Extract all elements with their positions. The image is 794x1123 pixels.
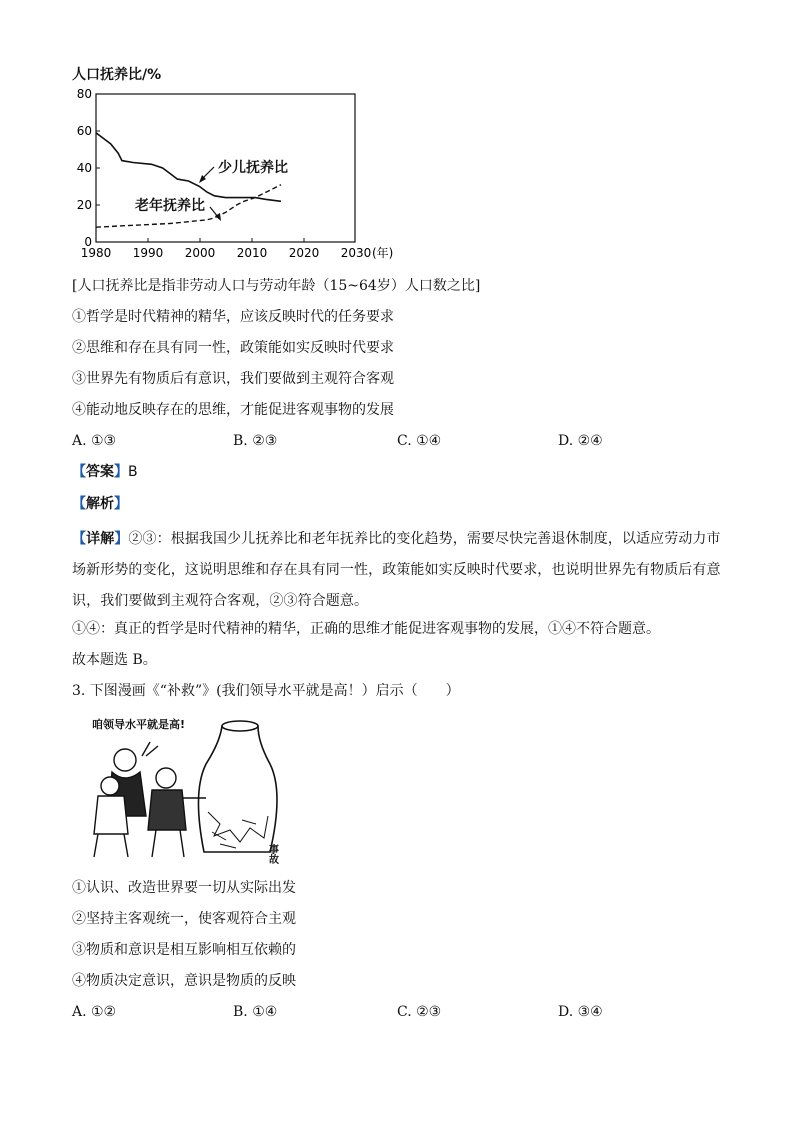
x-tick-label: 2010	[236, 246, 268, 260]
q3-stem: 3. 下图漫画《“补救”》(我们领导水平就是高！）启示（ ）	[72, 683, 460, 699]
annotation-elderly-ratio: 老年抚养比	[135, 198, 205, 214]
analysis-tag: 解析	[86, 496, 114, 512]
chart-xlabel: (年)	[372, 246, 394, 260]
q3-option-b: B. ①④	[233, 1004, 278, 1020]
q2-option-b: B. ②③	[233, 433, 278, 449]
chart-note: [人口抚养比是指非劳动人口与劳动年龄（15~64岁）人口数之比]	[72, 278, 481, 294]
cartoon-vase	[198, 721, 277, 852]
q2-statement-2: ②思维和存在具有同一性，政策能如实反映时代要求	[72, 340, 394, 356]
cartoon-image	[80, 712, 290, 864]
q3-option-a: A. ①②	[72, 1004, 117, 1020]
q3-statement-2: ②坚持主客观统一，使客观符合主观	[72, 911, 296, 927]
analysis-heading: 【解析】	[72, 496, 128, 512]
y-tick-label: 20	[76, 198, 92, 212]
x-tick-label: 2030	[340, 246, 372, 260]
cartoon-accident-label: 事故	[266, 844, 278, 864]
q3-option-d: D. ③④	[558, 1004, 603, 1020]
cartoon-people	[94, 742, 206, 857]
q2-statement-4: ④能动地反映存在的思维，才能促进客观事物的发展	[72, 402, 394, 418]
y-tick-label: 80	[76, 87, 92, 101]
cartoon-caption: 咱领导水平就是高!	[92, 718, 186, 731]
y-tick-label: 40	[76, 161, 92, 175]
q3-statement-4: ④物质决定意识，意识是物质的反映	[72, 973, 296, 989]
q2-option-d: D. ②④	[558, 433, 603, 449]
answer-value: B	[128, 464, 138, 480]
y-tick-label: 0	[84, 235, 92, 249]
x-tick-label: 2000	[184, 246, 216, 260]
q3-statement-3: ③物质和意识是相互影响相互依赖的	[72, 942, 296, 958]
annotation-child-ratio: 少儿抚养比	[218, 160, 288, 176]
q3-statement-1: ①认识、改造世界要一切从实际出发	[72, 880, 296, 896]
q2-statement-3: ③世界先有物质后有意识，我们要做到主观符合客观	[72, 371, 394, 387]
chart-ylabel: 人口抚养比/%	[72, 67, 162, 83]
detail-paragraph-2: ①④：真正的哲学是时代精神的精华，正确的思维才能促进客观事物的发展，①④不符合题意。	[72, 621, 660, 637]
q3-option-c: C. ②③	[397, 1004, 442, 1020]
y-tick-label: 60	[76, 124, 92, 138]
detail-paragraph: 【详解】②③：根据我国少儿抚养比和老年抚养比的变化趋势，需要尽快完善退休制度，以适应劳动力市场新形势的变化，这说明思维和存在具有同一性，政策能如实反映时代要求，也说明世界先有物质后有意识，我们要做到主观符合客观，②③符合题意。	[72, 531, 721, 609]
x-tick-label: 1980	[80, 246, 112, 260]
x-tick-label: 1990	[132, 246, 164, 260]
answer-tag: 答案	[86, 464, 114, 480]
detail-text: ②③：根据我国少儿抚养比和老年抚养比的变化趋势，需要尽快完善退休制度，以适应劳动力市场新形势的变化，这说明思维和存在具有同一性，政策能如实反映时代要求，也说明世界先有物质后有意识，我们要做到主观符合客观，②③符合题意。	[72, 531, 721, 609]
answer-line: 【答案】B	[72, 464, 138, 480]
q2-option-a: A. ①③	[72, 433, 117, 449]
q2-option-c: C. ①④	[397, 433, 442, 449]
x-axis-ticks	[81, 238, 394, 260]
conclusion: 故本题选 B。	[72, 652, 157, 668]
detail-tag: 详解	[86, 531, 115, 547]
q2-statement-1: ①哲学是时代精神的精华，应该反映时代的任务要求	[72, 309, 394, 325]
x-tick-label: 2020	[288, 246, 320, 260]
